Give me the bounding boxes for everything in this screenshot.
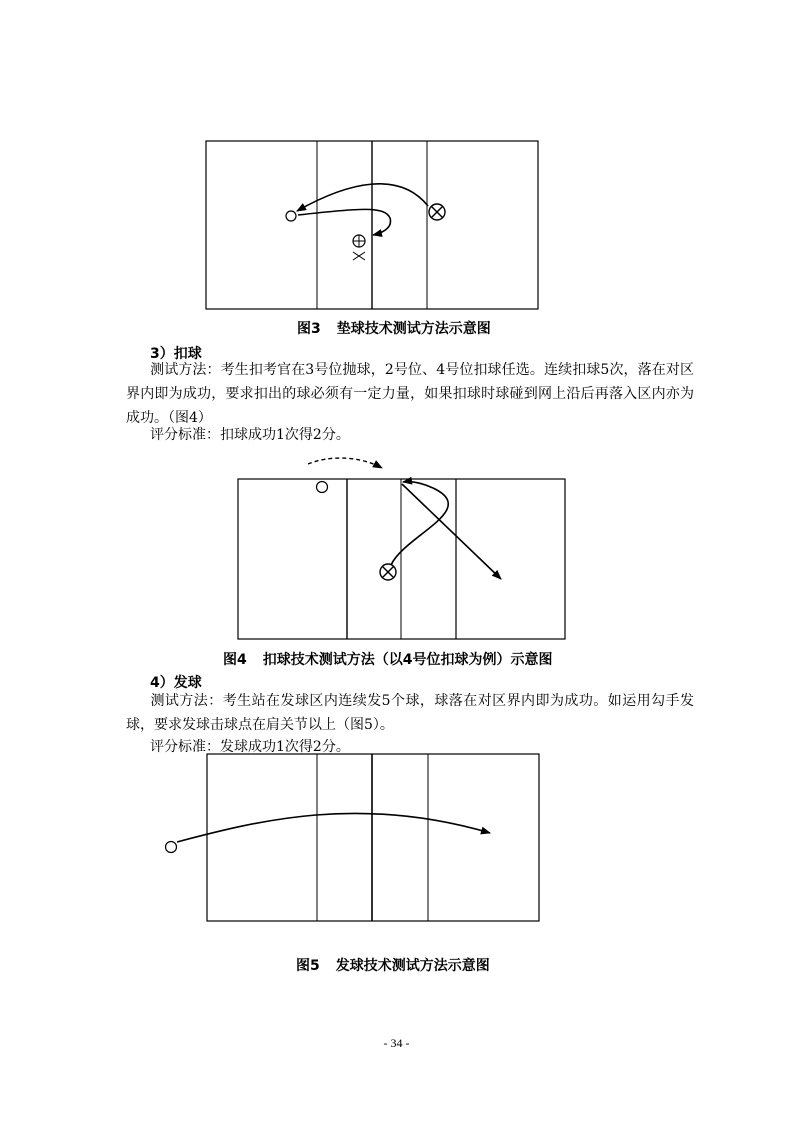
spike-trajectory [402,484,501,579]
tosser-icon [429,204,445,220]
page-number: - 34 - [383,1036,410,1050]
court-outline [207,754,539,921]
toss-trajectory [391,482,448,565]
spike-scoring-text: 评分标准：扣球成功1次得2分。 [150,427,350,443]
figure-3-title: 垫球技术测试方法示意图 [336,321,491,337]
spiker-icon [317,482,328,493]
pass-trajectory [298,209,391,235]
server-icon [166,842,177,853]
spike-heading: 3）扣球 [150,346,202,362]
serve-method-paragraph [126,689,694,737]
spike-scoring-paragraph [126,423,694,447]
figure-3-diagram [200,136,545,314]
figure-5-number: 图5 [296,958,320,974]
spike-method-text: 测试方法：考生扣考官在3号位抛球，2号位、4号位扣球任选。连续扣球5次，落在对区界内即为成功，要求扣出的球必须有一定力量，如果扣球时球碰到网上沿后再落入区内亦为成功。（图4） [126,362,694,426]
figure-3-caption [297,318,491,338]
serve-heading: 4）发球 [150,675,202,691]
player-icon [353,235,365,260]
serve-trajectory [177,813,490,842]
figure-5-diagram [160,750,545,925]
spike-method-paragraph [126,358,694,430]
serve-method-text: 测试方法：考生站在发球区内连续发5个球，球落在对区界内即为成功。如运用勾手发球，要求发球击球点在肩关节以上（图5）。 [126,693,694,733]
figure-4-number: 图4 [223,652,247,668]
figure-4-title: 扣球技术测试方法（以4号位扣球为例）示意图 [262,652,553,668]
figure-4-caption [223,649,553,669]
tosser-icon [380,564,396,580]
approach-path-dashed [308,458,382,468]
figure-3-number: 图3 [297,321,321,337]
serve-scoring-text: 评分标准：发球成功1次得2分。 [150,739,350,755]
ball-icon [286,211,296,221]
figure-5-title: 发球技术测试方法示意图 [335,958,490,974]
figure-4-diagram [230,450,570,645]
figure-5-caption [296,955,490,975]
